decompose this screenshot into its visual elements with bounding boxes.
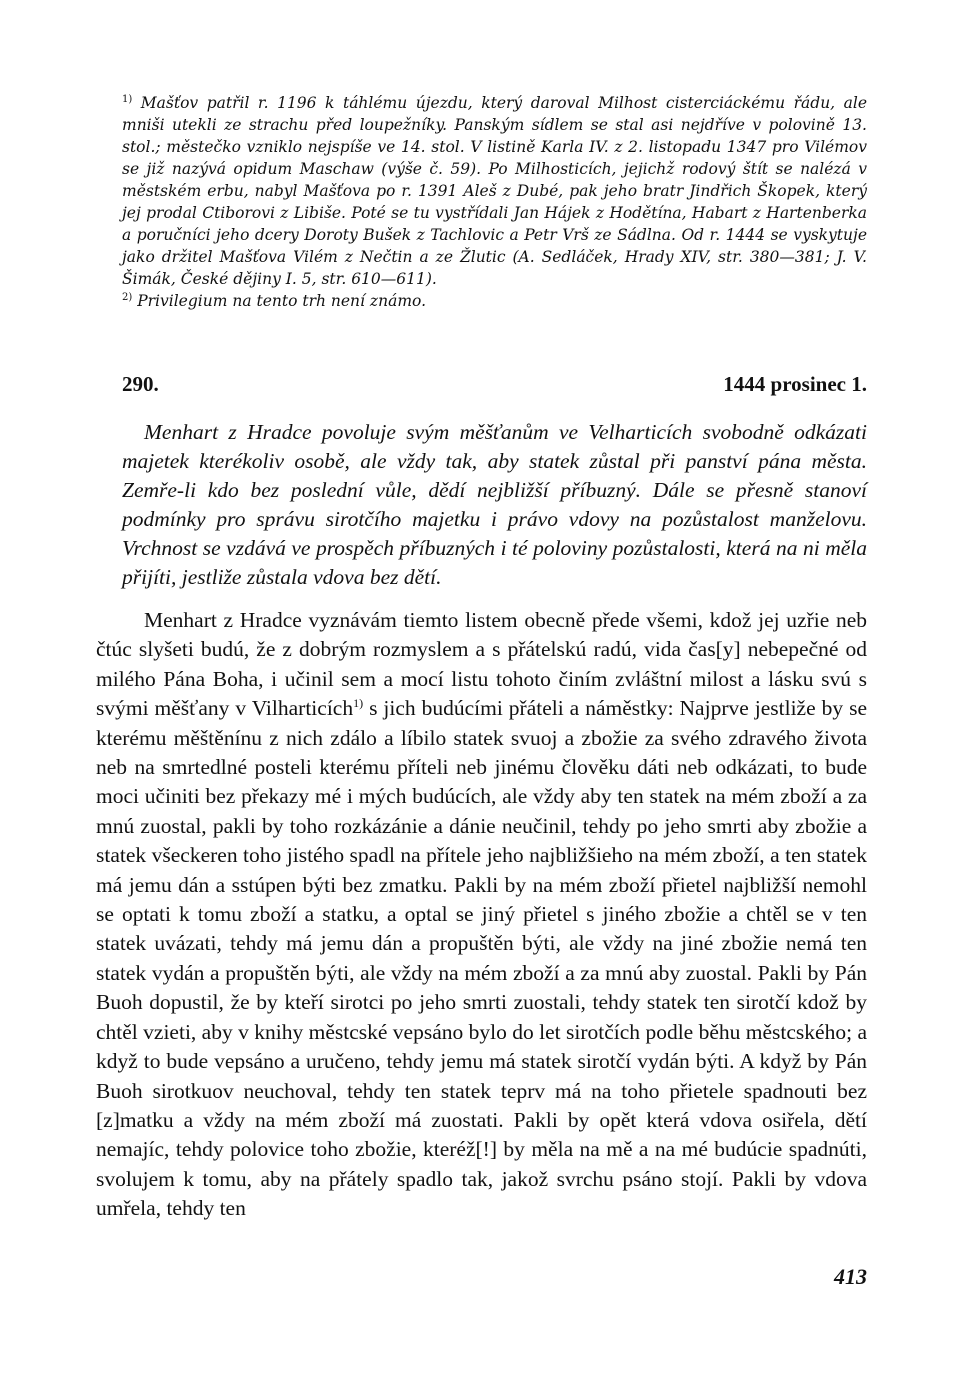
footnote-text: Privilegium na tento trh není známo. (137, 292, 426, 310)
footnote-marker: 2) (122, 291, 133, 303)
footnote-2 (122, 290, 867, 312)
document-header (122, 372, 867, 397)
footnotes (122, 92, 867, 312)
body-text-part-2: s jich budúcími přáteli a náměstky: Najprve jestliže by se kterému měštěnínu z nich zdálo a líbilo statek svuoj a zbožie za svého zdravého života neb na smrtedlné posteli kterému příteli neb jinému člověku dáti neb odkázati, to bude moci učiniti bez překazy mé i mých budúcích, ale vždy aby ten statek na mém zboží a za mnú zuostal, pakli by toho rozkázánie a dánie neučinil, tehdy po jeho smrti aby zbožie a statek všeckeren toho jistého spadl na přítele jeho najbližšieho na mém zboží, a ten statek má jemu dán a sstúpen býti bez zmatku. Pakli by na mém zboží přietel najbližší nemohl se optati k tomu zboží a statku, a optal se jiný přietel s jiného zbožie a chtěl se v ten statek uvázati, tehdy má jemu dán a propuštěn býti, ale vždy na jiné zbožie nemá ten statek vydán a propuštěn býti, ale vždy na mém zboží a za mnú aby zuostal. Pakli by Pán Buoh dopustil, že by kteří sirotci po jeho smrti zuostali, tehdy statek ten sirotčí kdož by chtěl vzieti, aby v knihy městcské vepsáno bylo do let sirotčích podle běhu městcského; a když to bude vepsáno a uručeno, tehdy jemu má statek sirotčí vydán býti. A když by Pán Buoh sirotkuov neuchoval, tehdy ten statek teprv má na toho přietele spadnouti bez [z]matku a vždy na mém zboží má zuostati. Pakli by opět která vdova osiřela, dětí nemajíc, tehdy polovice toho zbožie, kteréž[!] by měla na mě a na mé budúcie spadnúti, svolujem k tomu, aby na přátely spadlo tak, jakož svrchu psáno stojí. Pakli by vdova umřela, tehdy ten (96, 696, 867, 1221)
footnote-marker: 1) (122, 93, 133, 105)
document-number: 290. (122, 372, 159, 396)
document-date: 1444 prosinec 1. (723, 372, 867, 396)
body-text-part-1: Menhart z Hradce vyznávám tiemto listem obecně přede všemi, kdož jej uzřie neb čtúc slyšeti budú, že z dobrým rozmyslem a s přátelskú radú, vida čas[y] nebepečné od milého Pána Boha, i učinil sem a mocí listu tohoto činím zvláštní milost a lásku svú s svými měšťany v Vilharticích (96, 608, 867, 721)
document-body (96, 606, 867, 1224)
page-number: 413 (834, 1264, 867, 1289)
footnote-text: Mašťov patřil r. 1196 k táhlému újezdu, který daroval Milhost cisterciáckému řádu, ale mniši utekli ze strachu před loupežníky. Panským sídlem se stal asi nejdříve v polovině 13. stol.; městečko vzniklo nejspíše ve 14. stol. V listině Karla IV. z 2. listopadu 1347 pro Vilémov se již nazývá opidum Maschaw (výše č. 59). Po Milhosticích, jejichž rodový štít se nalézá v městském erbu, nabyl Mašťova po r. 1391 Aleš z Dubé, pak jeho bratr Jindřich Škopek, který jej prodal Ctiborovi z Libiše. Poté se tu vystřídali Jan Hájek z Hodětína, Habart z Hartenberka a poručníci jeho dcery Doroty Bušek z Tachlovic a Petr Vrš ze Sádlna. Od r. 1444 se vyskytuje jako držitel Mašťova Vilém z Nečtin a ze Žlutic (A. Sedláček, Hrady XIV, str. 380—381; J. V. Šimák, České dějiny I. 5, str. 610—611). (122, 94, 867, 288)
footnote-reference: 1) (353, 696, 364, 711)
regest-summary: Menhart z Hradce povoluje svým měšťanům ve Velharticích svobodně odkázati majetek kterékoliv osobě, ale vždy tak, aby statek zůstal při panství pána města. Zemře-li kdo bez poslední vůle, dědí nejbližší příbuzný. Dále se přesně stanoví podmínky pro správu sirotčího majetku i právo vdovy na pozůstalost manželovu. Vrchnost se vzdává ve prospěch příbuzných i té poloviny pozůstalosti, která na ni měla přijíti, jestliže zůstala vdova bez dětí. (122, 420, 867, 589)
footnote-1 (122, 92, 867, 290)
